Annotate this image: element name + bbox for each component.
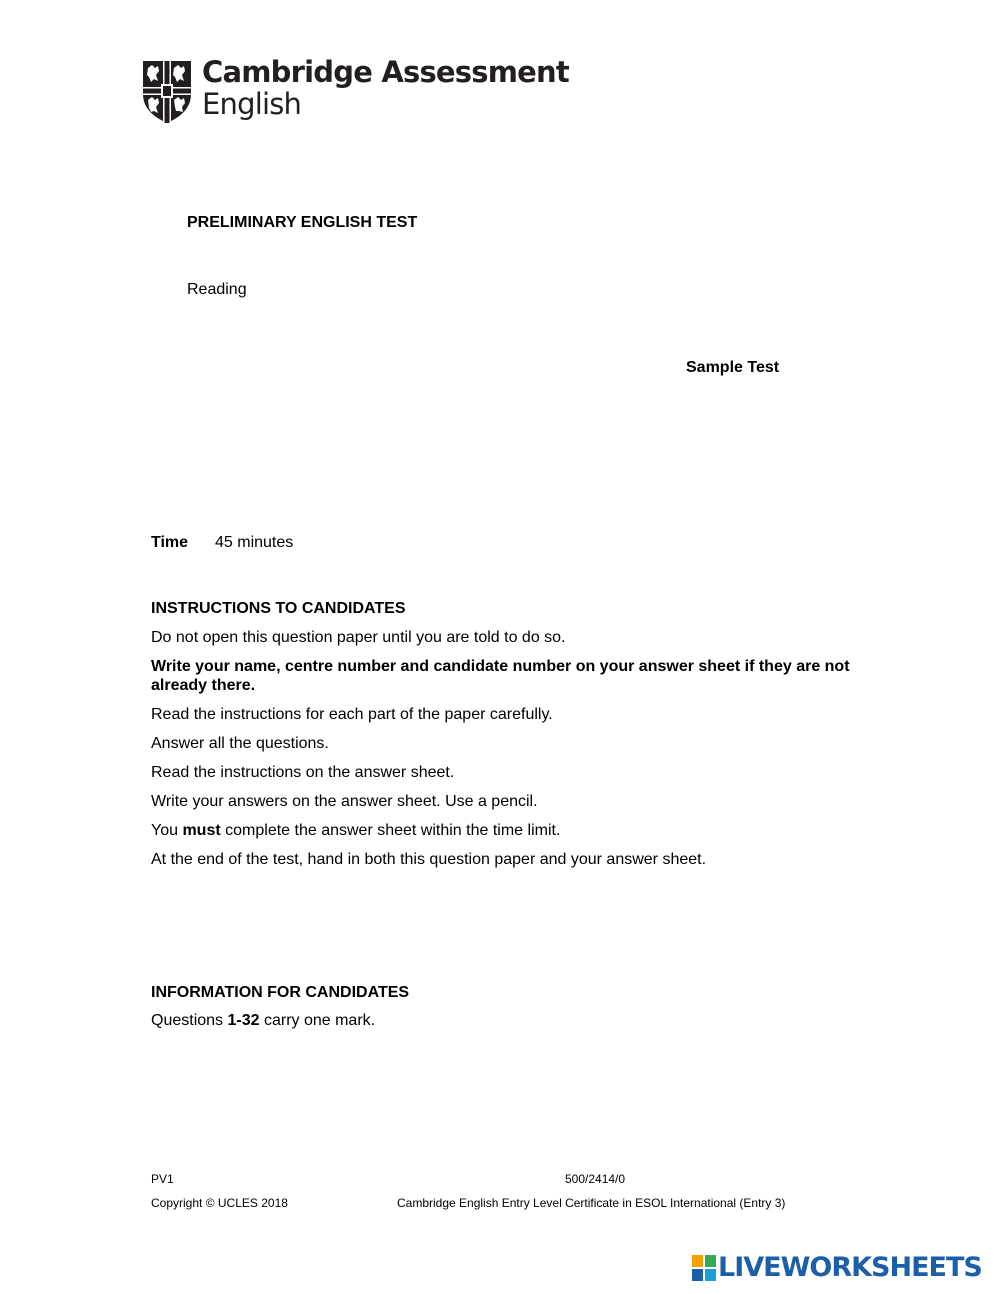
instructions-section bbox=[151, 600, 871, 879]
brand-line-1: Cambridge Assessment bbox=[202, 55, 569, 89]
instruction-line: At the end of the test, hand in both this question paper and your answer sheet. bbox=[151, 851, 707, 868]
cambridge-shield-icon bbox=[142, 60, 192, 124]
liveworksheets-watermark bbox=[692, 1254, 982, 1282]
reference-number: 500/2414/0 bbox=[565, 1172, 626, 1186]
copyright: Copyright © UCLES 2018 bbox=[151, 1196, 288, 1210]
instruction-line: Write your name, centre number and candidate number on your answer sheet if they are not already there. bbox=[151, 658, 850, 694]
watermark-text: LIVEWORKSHEETS bbox=[718, 1252, 982, 1283]
information-text: carry one mark. bbox=[259, 1012, 376, 1029]
test-title: PRELIMINARY ENGLISH TEST bbox=[187, 214, 418, 231]
instruction-line: Read the instructions on the answer sheet. bbox=[151, 764, 455, 781]
instruction-text: complete the answer sheet within the time limit. bbox=[220, 822, 561, 839]
cambridge-logo bbox=[142, 55, 569, 124]
question-range: 1-32 bbox=[227, 1012, 260, 1029]
information-section bbox=[151, 984, 871, 1030]
time-value: 45 minutes bbox=[215, 534, 294, 551]
instruction-text: You bbox=[151, 822, 183, 839]
time-label: Time bbox=[151, 534, 189, 551]
sample-test-label: Sample Test bbox=[686, 359, 780, 376]
instruction-line: Read the instructions for each part of the paper carefully. bbox=[151, 706, 553, 723]
instructions-heading: INSTRUCTIONS TO CANDIDATES bbox=[151, 600, 406, 617]
liveworksheets-logo-icon bbox=[692, 1255, 716, 1281]
instruction-line: Answer all the questions. bbox=[151, 735, 329, 752]
instruction-line bbox=[151, 821, 871, 840]
instruction-line: Do not open this question paper until you are told to do so. bbox=[151, 629, 566, 646]
brand-line-2: English bbox=[202, 87, 302, 121]
certificate-name: Cambridge English Entry Level Certificate in ESOL International (Entry 3) bbox=[397, 1196, 786, 1210]
information-text: Questions bbox=[151, 1012, 228, 1029]
information-line bbox=[151, 1012, 871, 1030]
test-subtitle: Reading bbox=[187, 281, 247, 298]
paper-code: PV1 bbox=[151, 1172, 174, 1186]
instruction-line: Write your answers on the answer sheet. Use a pencil. bbox=[151, 793, 538, 810]
information-heading: INFORMATION FOR CANDIDATES bbox=[151, 984, 410, 1001]
instruction-emphasis: must bbox=[182, 822, 221, 839]
